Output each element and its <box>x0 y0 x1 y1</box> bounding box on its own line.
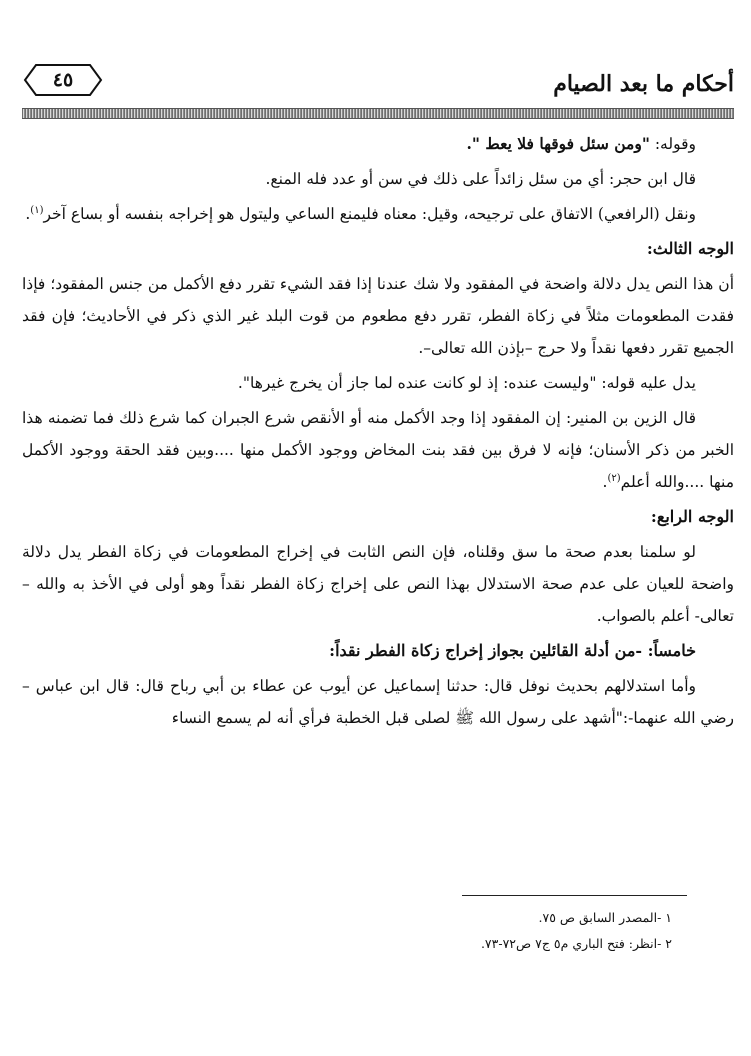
footnote-2: ٢ -انظر: فتح الباري م٥ ج٧ ص٧٢-٧٣. <box>480 936 672 951</box>
paragraph-8: وأما استدلالهم بحديث نوفل قال: حدثنا إسماعيل عن أيوب عن عطاء بن أبي رباح قال: قال ابن عباس –رضي الله عنهما-:"أشهد على رسول الله ﷺ لصلى قبل الخطبة فرأي أنه لم يسمع النساء <box>22 677 734 727</box>
section-heading-fifth: خامساً: -من أدلة القائلين بجواز إخراج زكاة الفطر نقداً: <box>329 641 696 660</box>
header-divider <box>22 108 734 119</box>
paragraph-7: لو سلمنا بعدم صحة ما سق وقلناه، فإن النص الثابت في إخراج المطعومات في زكاة الفطر يدل دلالة واضحة للعيان على عدم صحة الاستدلال بهذا النص على إخراج زكاة الفطر نقداً وهو أولى في الأخذ به والله –تعالى- أعلم بالصواب. <box>22 543 734 625</box>
paragraph-6-end: . <box>602 473 608 491</box>
page-number: ٤٥ <box>52 69 74 91</box>
page-number-badge <box>22 62 104 98</box>
footnote-divider <box>462 895 687 896</box>
footnotes <box>22 905 672 957</box>
page-header <box>22 60 734 106</box>
paragraph-5: يدل عليه قوله: "وليست عنده: إذ لو كانت عنده لما جاز أن يخرج غيرها". <box>237 374 696 392</box>
paragraph-2: قال ابن حجر: أي من سئل زائداً على ذلك في سن أو عدد فله المنع. <box>265 170 696 188</box>
main-text <box>22 128 734 737</box>
section-heading-third: الوجه الثالث: <box>646 239 734 258</box>
hadith-quote: "ومن سئل فوقها فلا يعط ". <box>466 134 650 153</box>
book-title: أحكام ما بعد الصيام <box>553 71 734 97</box>
footnote-ref-1[interactable]: (١) <box>30 204 44 216</box>
footnote-1: ١ -المصدر السابق ص ٧٥. <box>538 910 672 925</box>
paragraph-3-text: ونقل (الرافعي) الاتفاق على ترجيحه، وقيل: معناه فليمنع الساعي وليتول هو إخراجه بنفسه أو بساع آخر <box>43 205 696 223</box>
footnote-ref-2[interactable]: (٢) <box>607 472 621 484</box>
paragraph-6-text: قال الزين بن المنير: إن المفقود إذا وجد الأكمل منه أو الأنقص شرع الجبران كما شرع ذلك فما تضمنه هذا الخبر من ذكر الأسنان؛ فإنه لا فرق بين فقد بنت المخاض ووجود الأكمل منها ....وبين فقد الحقة ووجود الأكمل منها ....والله أعلم <box>22 409 734 491</box>
section-heading-fourth: الوجه الرابع: <box>650 507 734 526</box>
paragraph-3 <box>22 198 734 230</box>
paragraph-4: أن هذا النص يدل دلالة واضحة في المفقود ولا شك عندنا إذا فقد الشيء تقرر دفع الأكمل من جنس المفقود؛ فإذا فقدت المطعومات مثلاً في زكاة الفطر، تقرر دفع مطعوم من قوت البلد غير الذي ذكر في الأحاديث؛ فإن فقد الجميع تقرر دفعها نقداً ولا حرج –بإذن الله تعالى–. <box>22 275 734 357</box>
paragraph-1-prefix: وقوله: <box>649 135 696 153</box>
paragraph-1 <box>22 128 734 160</box>
paragraph-6 <box>22 402 734 498</box>
paragraph-3-end: . <box>25 205 31 223</box>
